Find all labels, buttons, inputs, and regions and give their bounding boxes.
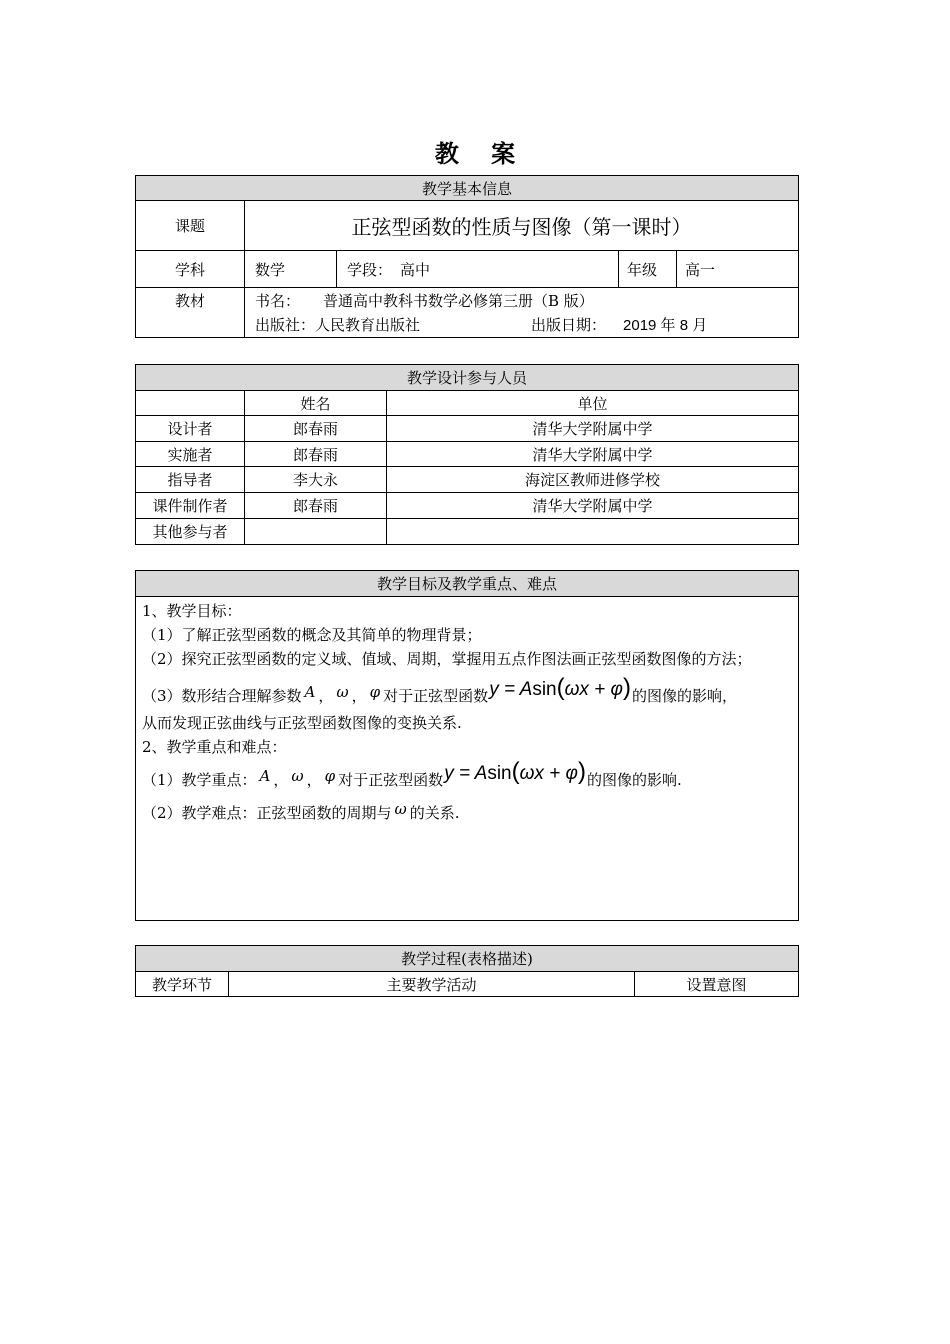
subject-label: 学科 [136, 251, 245, 288]
param-omega: ω [336, 683, 349, 701]
stage-cell [337, 251, 619, 288]
param-phi: φ [369, 683, 381, 701]
publisher-value: 人民教育出版社 [315, 316, 421, 334]
staff-column-headers [136, 391, 799, 416]
date-value: 2019 年 8 月 [623, 317, 708, 334]
staff-table [135, 364, 799, 545]
staff-row [136, 493, 799, 519]
book-label: 书名： [255, 292, 301, 310]
staff-unit: 清华大学附属中学 [387, 416, 799, 442]
publisher-label: 出版社： [255, 316, 316, 334]
goal-line-2: （1）了解正弦型函数的概念及其简单的物理背景； [142, 626, 482, 644]
process-col-intent: 设置意图 [635, 972, 799, 997]
goal-line-3: （2）探究正弦型函数的定义域、值域、周期，掌握用五点作图法画正弦型函数图像的方法； [142, 650, 752, 668]
book-value: 普通高中教科书数学必修第三册（B 版） [323, 292, 594, 310]
staff-name: 李大永 [245, 467, 387, 493]
staff-row [136, 416, 799, 442]
goal-line-7: （1）教学重点： A ， ω ， φ 对于正弦型函数y = Asin(ωx + φ)的图像的影响. [142, 758, 682, 789]
grade-value: 高一 [677, 251, 799, 288]
goals-header: 教学目标及教学重点、难点 [136, 571, 799, 597]
staff-unit: 海淀区教师进修学校 [387, 467, 799, 493]
staff-row [136, 467, 799, 493]
goal-line-4: （3）数形结合理解参数 A ， ω ， φ 对于正弦型函数y = Asin(ωx + φ)的图像的影响， [142, 674, 737, 705]
sine-formula: y = Asin(ωx + φ) [489, 674, 631, 701]
param-a: A [259, 767, 271, 785]
textbook-label: 教材 [136, 288, 245, 338]
staff-role: 实施者 [136, 442, 245, 467]
staff-header: 教学设计参与人员 [136, 365, 799, 391]
basic-info-header: 教学基本信息 [136, 176, 799, 201]
document-title: 教 案 [434, 140, 528, 168]
param-omega: ω [291, 767, 304, 785]
staff-name: 郎春雨 [245, 442, 387, 467]
process-col-stage: 教学环节 [136, 972, 229, 997]
process-col-activity: 主要教学活动 [229, 972, 635, 997]
staff-name [245, 519, 387, 545]
stage-label: 学段： [347, 260, 393, 279]
staff-header-blank [136, 391, 245, 416]
staff-role: 设计者 [136, 416, 245, 442]
topic-value: 正弦型函数的性质与图像（第一课时） [245, 201, 799, 251]
staff-role: 其他参与者 [136, 519, 245, 545]
goal-line-5: 从而发现正弦曲线与正弦型函数图像的变换关系. [142, 714, 462, 732]
topic-label: 课题 [136, 201, 245, 251]
basic-info-table [135, 175, 799, 338]
goals-body [136, 597, 799, 921]
staff-row [136, 519, 799, 545]
goal-line-1: 1、教学目标： [142, 602, 242, 620]
stage-value: 高中 [400, 260, 431, 279]
param-omega: ω [394, 800, 407, 818]
staff-role: 课件制作者 [136, 493, 245, 519]
param-phi: φ [324, 767, 336, 785]
sine-formula: y = Asin(ωx + φ) [444, 758, 586, 785]
subject-value: 数学 [245, 251, 337, 288]
process-table [135, 945, 799, 997]
staff-unit [387, 519, 799, 545]
date-label: 出版日期： [531, 316, 607, 334]
staff-unit: 清华大学附属中学 [387, 493, 799, 519]
staff-name: 郎春雨 [245, 416, 387, 442]
col-unit-header: 单位 [387, 391, 799, 416]
grade-label: 年级 [619, 251, 677, 288]
textbook-info [245, 288, 799, 338]
col-name-header: 姓名 [245, 391, 387, 416]
process-header: 教学过程(表格描述) [136, 946, 799, 972]
goal-line-8: （2）教学难点：正弦型函数的周期与 ω 的关系. [142, 800, 460, 822]
staff-row [136, 442, 799, 467]
goals-table [135, 570, 799, 921]
staff-name: 郎春雨 [245, 493, 387, 519]
staff-unit: 清华大学附属中学 [387, 442, 799, 467]
staff-role: 指导者 [136, 467, 245, 493]
goal-line-6: 2、教学重点和难点： [142, 738, 287, 756]
param-a: A [304, 683, 316, 701]
